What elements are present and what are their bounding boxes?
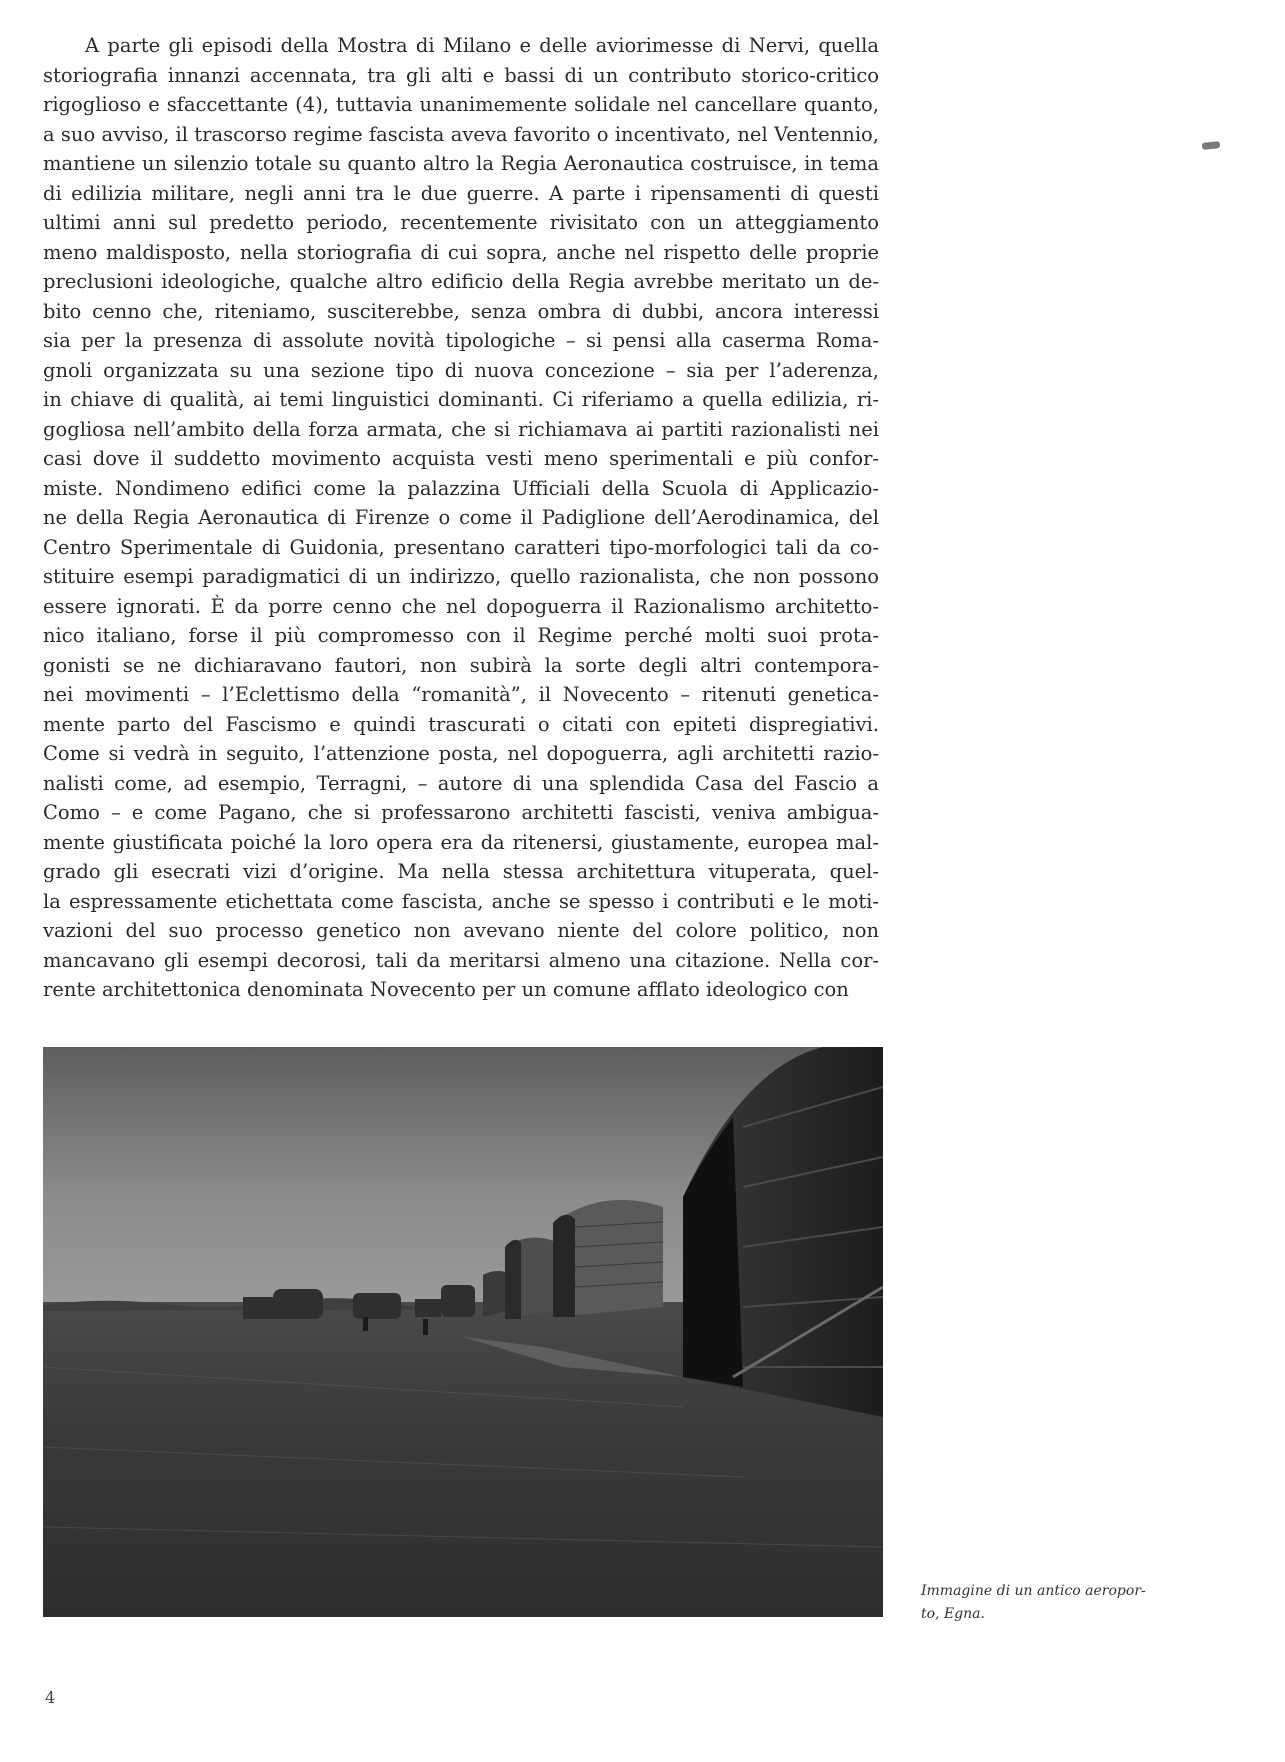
scan-mark	[1202, 141, 1221, 150]
text-line: Centro Sperimentale di Guidonia, presentano caratteri tipo-morfologici tali da co-	[43, 535, 879, 559]
text-line: stituire esempi paradigmatici di un indirizzo, quello razionalista, che non possono	[43, 565, 879, 588]
text-line: bito cenno che, riteniamo, susciterebbe, senza ombra di dubbi, ancora interessi	[43, 299, 879, 323]
text-line: mantiene un silenzio totale su quanto altro la Regia Aeronautica costruisce, in tema	[43, 152, 879, 175]
text-line: nei movimenti – l’Eclettismo della “romanità”, il Novecento – ritenuti genetica-	[43, 683, 879, 706]
text-line: ne della Regia Aeronautica di Firenze o come il Padiglione dell’Aerodinamica, del	[43, 506, 879, 529]
photo-caption	[921, 1580, 1191, 1626]
text-line: a suo avviso, il trascorso regime fascista aveva favorito o incentivato, nel Ventennio,	[43, 122, 879, 146]
text-line: sia per la presenza di assolute novità tipologiche – si pensi alla caserma Roma-	[43, 329, 879, 352]
text-line: A parte gli episodi della Mostra di Milano e delle aviorimesse di Nervi, quella	[85, 34, 879, 57]
text-line: di edilizia militare, negli anni tra le due guerre. A parte i ripensamenti di questi	[43, 181, 879, 205]
text-line: storiografia innanzi accennata, tra gli alti e bassi di un contributo storico-critico	[43, 63, 879, 87]
page-number: 4	[45, 1688, 56, 1707]
text-line: gonisti se ne dichiaravano fautori, non subirà la sorte degli altri contempora-	[43, 653, 879, 677]
text-line: casi dove il suddetto movimento acquista vesti meno sperimentali e più confor-	[43, 447, 879, 470]
body-text	[43, 31, 879, 1005]
text-line: preclusioni ideologiche, qualche altro edificio della Regia avrebbe meritato un de-	[43, 270, 879, 293]
hangars-photo	[43, 1047, 883, 1617]
text-line: grado gli esecrati vizi d’origine. Ma nella stessa architettura vituperata, quel-	[43, 860, 879, 883]
text-line: la espressamente etichettata come fascista, anche se spesso i contributi e le moti-	[43, 889, 879, 913]
text-line: nico italiano, forse il più compromesso con il Regime perché molti suoi prota-	[43, 624, 879, 647]
text-line: gogliosa nell’ambito della forza armata, che si richiamava ai partiti razionalisti nei	[43, 417, 879, 441]
text-line: Come si vedrà in seguito, l’attenzione posta, nel dopoguerra, agli architetti razio-	[43, 742, 879, 765]
caption-line: to, Egna.	[921, 1606, 985, 1622]
text-line: miste. Nondimeno edifici come la palazzina Ufficiali della Scuola di Applicazio-	[43, 476, 879, 500]
text-line: in chiave di qualità, ai temi linguistici dominanti. Ci riferiamo a quella edilizia, ri-	[43, 388, 879, 411]
text-line: mente parto del Fascismo e quindi trascurati o citati con epiteti dispregiativi.	[43, 712, 879, 736]
text-line: rigoglioso e sfaccettante (4), tuttavia unanimemente solidale nel cancellare quanto,	[43, 93, 879, 116]
text-line: mente giustificata poiché la loro opera era da ritenersi, giustamente, europea mal-	[43, 830, 879, 854]
text-line: mancavano gli esempi decorosi, tali da meritarsi almeno una citazione. Nella cor-	[43, 948, 879, 972]
text-line: rente architettonica denominata Novecento per un comune afflato ideologico con	[43, 978, 849, 1001]
text-line: gnoli organizzata su una sezione tipo di nuova concezione – sia per l’aderenza,	[43, 358, 879, 382]
text-line: meno maldisposto, nella storiografia di cui sopra, anche nel rispetto delle proprie	[43, 240, 879, 264]
text-line: Como – e come Pagano, che si professarono architetti fascisti, veniva ambigua-	[43, 801, 879, 824]
text-line: ultimi anni sul predetto periodo, recentemente rivisitato con un atteggiamento	[43, 211, 879, 234]
caption-line: Immagine di un antico aeropor-	[921, 1583, 1146, 1599]
text-line: nalisti come, ad esempio, Terragni, – autore di una splendida Casa del Fascio a	[43, 771, 879, 795]
text-line: vazioni del suo processo genetico non avevano niente del colore politico, non	[43, 919, 879, 942]
text-line: essere ignorati. È da porre cenno che nel dopoguerra il Razionalismo architetto-	[43, 594, 879, 618]
